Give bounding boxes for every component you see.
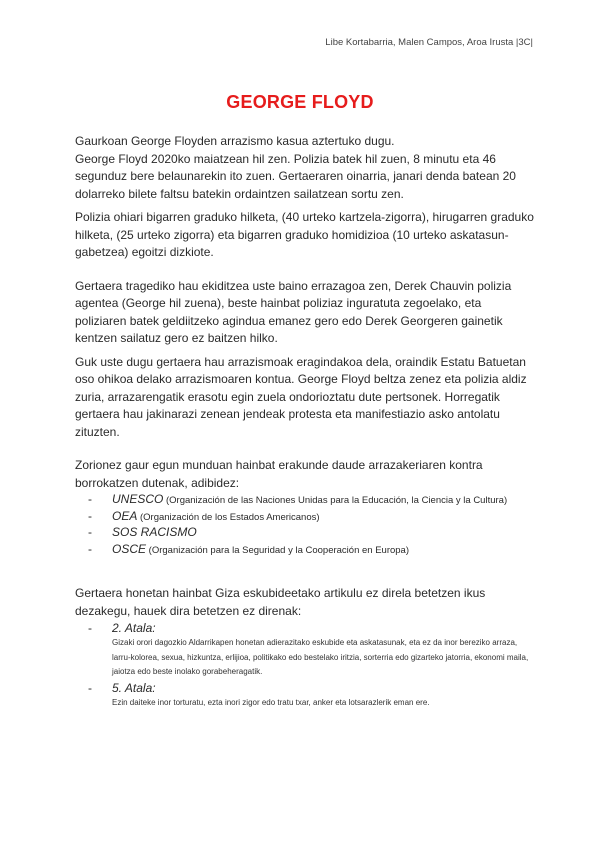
paragraph-organizations: Zorionez gaur egun munduan hainbat erakunde daude arrazakeriaren kontra borrokatzen dutenak, adibidez:	[75, 458, 483, 490]
paragraph-event: George Floyd 2020ko maiatzean hil zen. Polizia batek hil zuen, 8 minutu eta 46 segunduz bere belaunarekin ito zuen. Gertaeraren oinarria, janari denda batean 20 dolarreko bilete faltsu batekin ordaintzen sailatzean sortu zen.	[75, 151, 516, 201]
organization-name: OSCE	[112, 541, 147, 556]
list-dash: -	[88, 525, 92, 539]
list-item	[75, 509, 535, 526]
paragraph-opinion: Guk uste dugu gertaera hau arrazismoak eragindakoa dela, oraindik Estatu Batuetan oso ohikoa delako arrazismoaren kontua. George Floyd beltza zenez eta polizia aldiz zuria, arrazarengatik erasotu egin zuela ondorioztatu dute pertsonek. Horregatik gertaera hau jakinarazi zenean jendeak protesta eta manifestiazio asko antolatu zituzten.	[75, 354, 527, 439]
organizations-list	[75, 492, 535, 558]
list-dash: -	[88, 541, 92, 556]
organization-name: SOS RACISMO	[112, 525, 197, 539]
articles-list	[75, 620, 535, 710]
list-dash: -	[88, 492, 92, 506]
article-heading: 2. Atala:	[112, 621, 156, 635]
page-header-authors: Libe Kortabarria, Malen Campos, Aroa Irusta |3C|	[325, 37, 533, 48]
page-title: GEORGE FLOYD	[226, 92, 374, 112]
article-heading: 5. Atala:	[112, 680, 156, 695]
organization-name: OEA	[112, 508, 138, 523]
list-dash: -	[88, 621, 92, 635]
organization-name: UNESCO	[112, 492, 164, 506]
list-item	[75, 680, 535, 711]
organization-description: (Organización de los Estados Americanos)	[137, 511, 320, 523]
paragraph-sentence: Polizia ohiari bigarren graduko hilketa, (40 urteko kartzela-zigorra), hirugarren graduko hilketa, (25 urteko zigorra) eta bigarren graduko homidizioa (10 urteko askatasun-gabetzea) egoitzi dizkiote.	[75, 210, 534, 259]
list-item	[75, 492, 535, 509]
list-dash: -	[88, 680, 92, 695]
list-item	[75, 525, 535, 542]
list-item	[75, 620, 535, 680]
document-body	[75, 133, 535, 710]
organization-description: (Organización para la Seguridad y la Cooperación en Europa)	[146, 544, 410, 556]
paragraph-intro: Gaurkoan George Floyden arrazismo kasua aztertuko dugu.	[75, 134, 395, 148]
list-item	[75, 542, 535, 559]
article-text: Gizaki orori dagozkio Aldarrikapen honetan adierazitako eskubide eta askatasunak, eta ez da inor bereziko arraza, larru-kolorea, sexua, hizkuntza, erlijioa, politikako edo bestelako iritzia, sorterria edo gizarteko jatorria, ekonomi maila, jaiotza edo beste inolako gorabeheragatik.	[112, 638, 529, 676]
paragraph-avoidable: Gertaera tragediko hau ekiditzea uste baino errazagoa zen, Derek Chauvin polizia agentea (George hil zuena), beste hainbat poliziaz inguratuta zegoelako, eta poliziaren batek geldiitzeko agindua emanez gero edo Derek Georgeren gainetik kentzen sailatuz gero ez baitzen hilko.	[75, 278, 512, 345]
list-dash: -	[88, 508, 92, 523]
paragraph-human-rights: Gertaera honetan hainbat Giza eskubideetako artikulu ez direla betetzen ikus dezakegu, hauek dira betetzen ez direnak:	[75, 586, 486, 618]
article-text: Ezin daiteke inor torturatu, ezta inori zigor edo tratu txar, anker eta lotsarazlerik eman ere.	[112, 697, 430, 707]
organization-description: (Organización de las Naciones Unidas para la Educación, la Ciencia y la Cultura)	[163, 495, 508, 506]
